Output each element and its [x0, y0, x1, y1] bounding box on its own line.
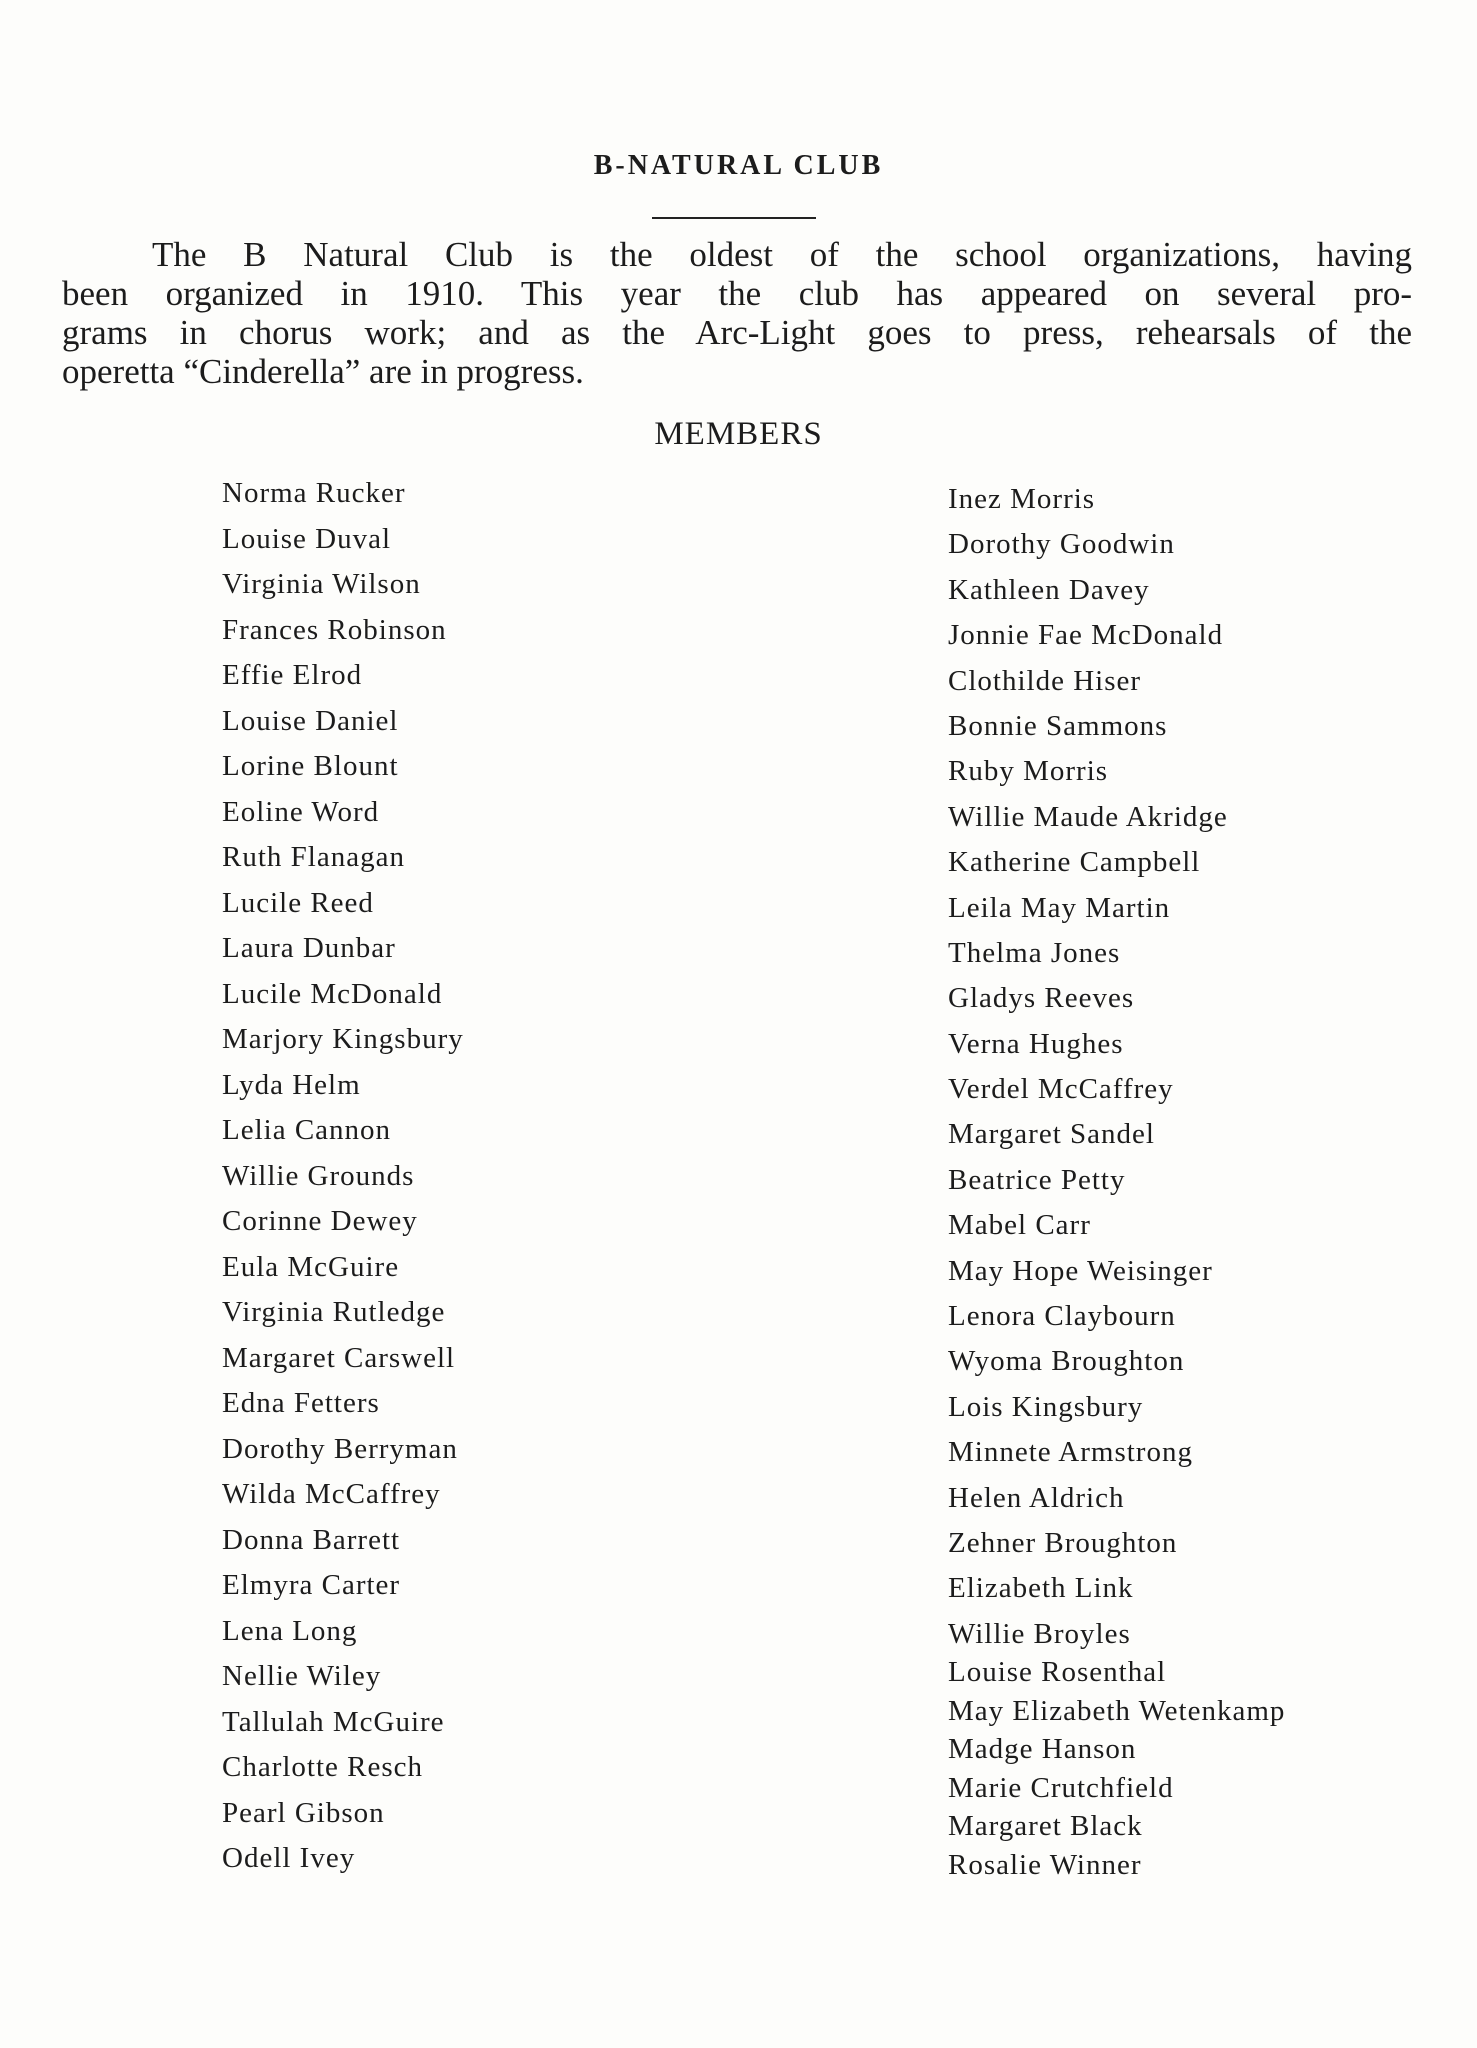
member-name: Rosalie Winner	[948, 1848, 1142, 1881]
member-name: Elmyra Carter	[222, 1569, 401, 1601]
member-name: Dorothy Goodwin	[948, 528, 1175, 561]
member-name: Louise Duval	[222, 522, 392, 555]
member-name: Margaret Carswell	[222, 1341, 456, 1374]
member-name: Marie Crutchfield	[948, 1771, 1174, 1804]
member-name: Elizabeth Link	[948, 1572, 1134, 1605]
member-name: Dorothy Berryman	[222, 1432, 458, 1465]
intro-line: The B Natural Club is the oldest of the school organizations, having	[152, 235, 1412, 274]
member-name: Lucile McDonald	[222, 977, 443, 1010]
page-title: B-NATURAL CLUB	[593, 150, 884, 181]
members-heading: MEMBERS	[654, 416, 823, 452]
members-list-left	[222, 478, 464, 1889]
member-name: Lois Kingsbury	[948, 1390, 1144, 1423]
member-name: Effie Elrod	[222, 659, 363, 691]
member-name: Verna Hughes	[948, 1027, 1124, 1060]
intro-paragraph	[62, 235, 1412, 391]
member-name: Beatrice Petty	[948, 1163, 1126, 1196]
member-name: Kathleen Davey	[948, 573, 1150, 606]
member-name: Katherine Campbell	[948, 846, 1201, 879]
member-name: Louise Daniel	[222, 704, 399, 737]
member-name: May Hope Weisinger	[948, 1254, 1213, 1287]
member-name: Mabel Carr	[948, 1209, 1091, 1242]
member-name: Leila May Martin	[948, 891, 1171, 924]
member-name: Willie Broyles	[948, 1617, 1131, 1650]
member-name: Eoline Word	[222, 795, 380, 828]
title-divider	[652, 217, 816, 219]
member-name: Frances Robinson	[222, 613, 447, 646]
member-name: Thelma Jones	[948, 936, 1121, 969]
member-name: Margaret Sandel	[948, 1118, 1155, 1151]
member-name: Willie Grounds	[222, 1159, 415, 1192]
member-name: Wyoma Broughton	[948, 1345, 1185, 1378]
member-name: Corinne Dewey	[222, 1205, 418, 1237]
member-name: Pearl Gibson	[222, 1796, 385, 1829]
member-name: Tallulah McGuire	[222, 1705, 445, 1738]
member-name: Marjory Kingsbury	[222, 1023, 464, 1055]
member-name: Laura Dunbar	[222, 932, 396, 964]
member-name: Margaret Black	[948, 1810, 1143, 1843]
member-name: Lelia Cannon	[222, 1114, 392, 1146]
member-name: Bonnie Sammons	[948, 709, 1168, 742]
intro-line: operetta “Cinderella” are in progress.	[62, 352, 584, 391]
member-name: Lyda Helm	[222, 1068, 361, 1101]
member-name: Edna Fetters	[222, 1387, 380, 1419]
member-name: Wilda McCaffrey	[222, 1478, 441, 1510]
member-name: Nellie Wiley	[222, 1660, 382, 1692]
member-name: Lorine Blount	[222, 750, 399, 782]
member-name: Gladys Reeves	[948, 982, 1135, 1015]
member-name: Eula McGuire	[222, 1250, 400, 1283]
member-name: Willie Maude Akridge	[948, 800, 1228, 833]
member-name: Norma Rucker	[222, 477, 406, 509]
member-name: Odell Ivey	[222, 1842, 356, 1874]
member-name: Clothilde Hiser	[948, 664, 1142, 697]
member-name: Virginia Wilson	[222, 568, 421, 600]
member-name: Lena Long	[222, 1614, 358, 1647]
members-list-right	[948, 484, 1285, 1888]
member-name: Jonnie Fae McDonald	[948, 619, 1224, 652]
member-name: Minnete Armstrong	[948, 1436, 1193, 1469]
member-name: Ruth Flanagan	[222, 841, 405, 873]
member-name: Lucile Reed	[222, 886, 374, 919]
member-name: Verdel McCaffrey	[948, 1073, 1174, 1106]
member-name: Ruby Morris	[948, 755, 1109, 788]
member-name: Madge Hanson	[948, 1733, 1137, 1766]
member-name: Virginia Rutledge	[222, 1296, 446, 1328]
member-name: May Elizabeth Wetenkamp	[948, 1694, 1286, 1727]
member-name: Charlotte Resch	[222, 1751, 424, 1783]
intro-line: been organized in 1910. This year the club has appeared on several pro-	[62, 274, 1412, 313]
member-name: Louise Rosenthal	[948, 1656, 1167, 1689]
intro-line: grams in chorus work; and as the Arc-Light goes to press, rehearsals of the	[62, 313, 1412, 352]
member-name: Inez Morris	[948, 483, 1096, 515]
member-name: Zehner Broughton	[948, 1526, 1178, 1559]
member-name: Donna Barrett	[222, 1523, 401, 1556]
member-name: Lenora Claybourn	[948, 1300, 1176, 1333]
member-name: Helen Aldrich	[948, 1481, 1125, 1514]
